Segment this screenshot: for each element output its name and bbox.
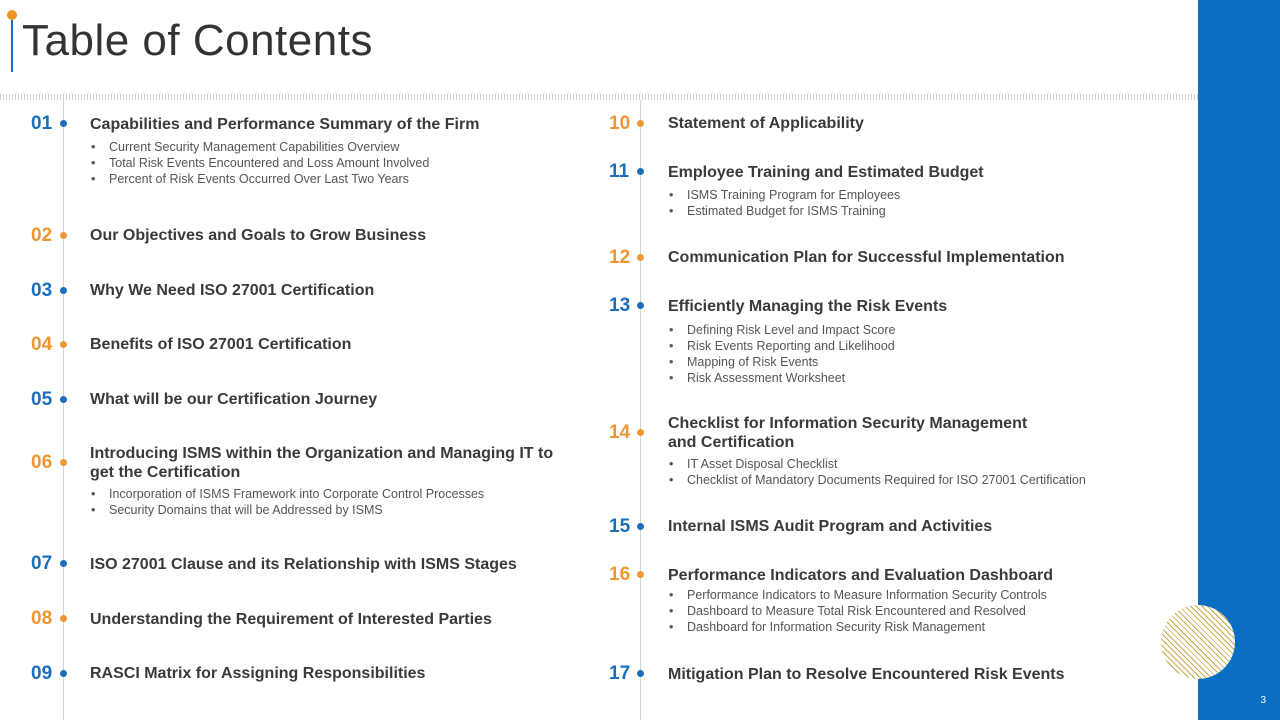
decorative-striped-circle xyxy=(1161,605,1235,679)
toc-subitem[interactable]: • Dashboard for Information Security Risk Management xyxy=(669,619,1047,635)
timeline-dot xyxy=(60,120,67,127)
timeline-dot xyxy=(637,523,644,530)
toc-title[interactable]: What will be our Certification Journey xyxy=(90,391,378,408)
toc-number: 13 xyxy=(609,295,631,316)
toc-number: 15 xyxy=(609,516,631,537)
toc-subitem[interactable]: • Dashboard to Measure Total Risk Encountered and Resolved xyxy=(669,603,1047,619)
toc-subitems xyxy=(91,139,429,187)
toc-number: 14 xyxy=(609,422,631,443)
timeline-dot xyxy=(60,287,67,294)
timeline-dot xyxy=(637,254,644,261)
toc-number: 11 xyxy=(609,161,630,182)
toc-title[interactable]: Benefits of ISO 27001 Certification xyxy=(90,336,352,353)
page-number: 3 xyxy=(1260,695,1266,706)
toc-subitem[interactable]: • Checklist of Mandatory Documents Required for ISO 27001 Certification xyxy=(669,472,1086,488)
toc-subitem[interactable]: • Estimated Budget for ISMS Training xyxy=(669,203,900,219)
timeline-dot xyxy=(637,168,644,175)
toc-title[interactable]: Introducing ISMS within the Organization and Managing IT to get the Certification xyxy=(90,445,554,481)
toc-title[interactable]: Mitigation Plan to Resolve Encountered Risk Events xyxy=(668,666,1065,683)
toc-title[interactable]: Why We Need ISO 27001 Certification xyxy=(90,282,375,299)
toc-title[interactable]: Checklist for Information Security Management and Certification xyxy=(668,415,1028,451)
timeline-line-left xyxy=(63,100,64,720)
toc-title[interactable]: Our Objectives and Goals to Grow Business xyxy=(90,227,427,244)
toc-number: 10 xyxy=(609,113,631,134)
toc-title[interactable]: Statement of Applicability xyxy=(668,115,864,132)
timeline-dot xyxy=(60,341,67,348)
timeline-dot xyxy=(60,396,67,403)
timeline-dot xyxy=(637,571,644,578)
toc-subitems xyxy=(669,587,1047,635)
toc-number: 07 xyxy=(31,553,53,574)
toc-title[interactable]: Capabilities and Performance Summary of the Firm xyxy=(90,116,480,133)
toc-subitems xyxy=(669,322,895,386)
toc-subitem[interactable]: • IT Asset Disposal Checklist xyxy=(669,456,1086,472)
toc-title[interactable]: Understanding the Requirement of Interested Parties xyxy=(90,611,492,628)
timeline-dot xyxy=(637,120,644,127)
toc-title[interactable]: ISO 27001 Clause and its Relationship with ISMS Stages xyxy=(90,556,517,573)
toc-subitem[interactable]: • Defining Risk Level and Impact Score xyxy=(669,322,895,338)
toc-title[interactable]: RASCI Matrix for Assigning Responsibilities xyxy=(90,665,426,682)
toc-number: 02 xyxy=(31,225,53,246)
toc-subitem[interactable]: • Mapping of Risk Events xyxy=(669,354,895,370)
toc-subitem[interactable]: • ISMS Training Program for Employees xyxy=(669,187,900,203)
page-title: Table of Contents xyxy=(22,16,373,65)
toc-subitem[interactable]: • Current Security Management Capabilities Overview xyxy=(91,139,429,155)
toc-number: 16 xyxy=(609,564,631,585)
toc-number: 04 xyxy=(31,334,53,355)
title-accent-line xyxy=(11,20,13,72)
timeline-dot xyxy=(60,232,67,239)
toc-subitems xyxy=(669,187,900,219)
toc-subitem[interactable]: • Incorporation of ISMS Framework into Corporate Control Processes xyxy=(91,486,484,502)
toc-subitem[interactable]: • Percent of Risk Events Occurred Over Last Two Years xyxy=(91,171,429,187)
toc-subitems xyxy=(91,486,484,518)
title-divider xyxy=(0,94,1198,100)
toc-number: 09 xyxy=(31,663,53,684)
timeline-dot xyxy=(60,459,67,466)
toc-number: 03 xyxy=(31,280,53,301)
toc-subitem[interactable]: • Security Domains that will be Addressed by ISMS xyxy=(91,502,484,518)
timeline-dot xyxy=(60,560,67,567)
toc-number: 17 xyxy=(609,663,631,684)
toc-subitem[interactable]: • Performance Indicators to Measure Information Security Controls xyxy=(669,587,1047,603)
toc-number: 01 xyxy=(31,113,53,134)
toc-number: 08 xyxy=(31,608,53,629)
toc-number: 06 xyxy=(31,452,53,473)
toc-subitem[interactable]: • Risk Assessment Worksheet xyxy=(669,370,895,386)
toc-number: 05 xyxy=(31,389,53,410)
toc-title[interactable]: Performance Indicators and Evaluation Dashboard xyxy=(668,567,1053,584)
title-accent-dot xyxy=(7,10,17,20)
toc-title[interactable]: Employee Training and Estimated Budget xyxy=(668,164,984,181)
toc-subitems xyxy=(669,456,1086,488)
toc-title[interactable]: Efficiently Managing the Risk Events xyxy=(668,298,948,315)
timeline-dot xyxy=(637,429,644,436)
toc-title[interactable]: Communication Plan for Successful Implementation xyxy=(668,249,1065,266)
toc-subitem[interactable]: • Total Risk Events Encountered and Loss Amount Involved xyxy=(91,155,429,171)
timeline-dot xyxy=(60,615,67,622)
timeline-dot xyxy=(637,302,644,309)
toc-title[interactable]: Internal ISMS Audit Program and Activities xyxy=(668,518,993,535)
timeline-dot xyxy=(637,670,644,677)
timeline-dot xyxy=(60,670,67,677)
toc-subitem[interactable]: • Risk Events Reporting and Likelihood xyxy=(669,338,895,354)
toc-number: 12 xyxy=(609,247,631,268)
timeline-line-right xyxy=(640,100,641,720)
